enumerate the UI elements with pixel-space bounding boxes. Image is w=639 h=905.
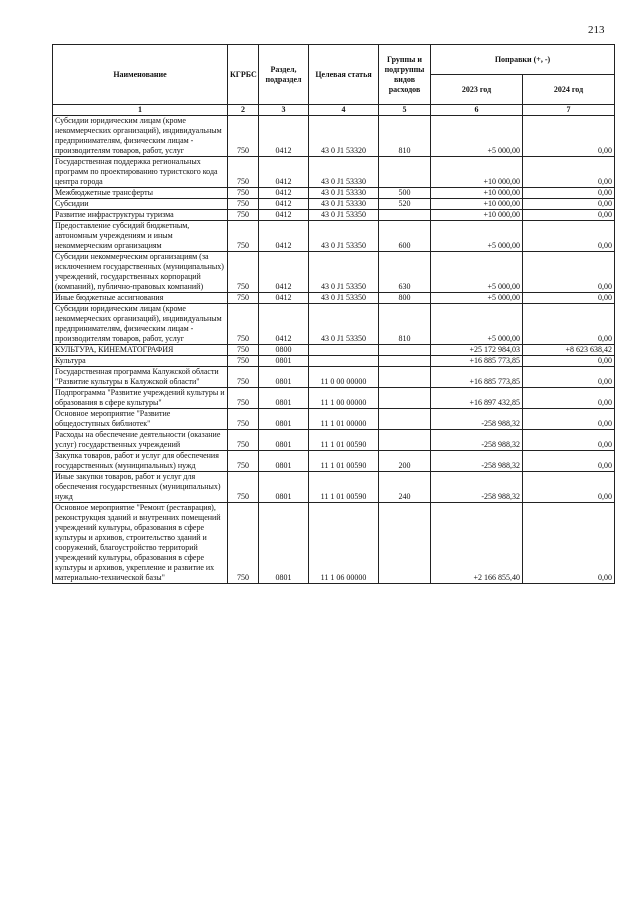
header-target: Целевая статья bbox=[309, 45, 379, 105]
cell-2024: 0,00 bbox=[523, 304, 615, 345]
table-row bbox=[53, 451, 615, 472]
cell-target: 43 0 J1 53330 bbox=[309, 188, 379, 199]
table-row bbox=[53, 430, 615, 451]
cell-group: 600 bbox=[379, 221, 431, 252]
cell-name: Иные бюджетные ассигнования bbox=[53, 293, 228, 304]
cell-target: 11 1 06 00000 bbox=[309, 503, 379, 584]
cell-2024: 0,00 bbox=[523, 210, 615, 221]
cell-section: 0412 bbox=[259, 199, 309, 210]
cell-2023: +16 897 432,85 bbox=[431, 388, 523, 409]
cell-kgrbs: 750 bbox=[228, 188, 259, 199]
column-number: 3 bbox=[259, 105, 309, 116]
cell-2024: 0,00 bbox=[523, 430, 615, 451]
table-row bbox=[53, 388, 615, 409]
cell-2023: +5 000,00 bbox=[431, 221, 523, 252]
cell-section: 0412 bbox=[259, 221, 309, 252]
header-year-2024: 2024 год bbox=[523, 75, 615, 105]
cell-kgrbs: 750 bbox=[228, 304, 259, 345]
cell-kgrbs: 750 bbox=[228, 367, 259, 388]
cell-2023: -258 988,32 bbox=[431, 409, 523, 430]
header-groups: Группы и подгруппы видов расходов bbox=[379, 45, 431, 105]
cell-2024: +8 623 638,42 bbox=[523, 345, 615, 356]
cell-2024: 0,00 bbox=[523, 188, 615, 199]
cell-name: Межбюджетные трансферты bbox=[53, 188, 228, 199]
cell-name: Основное мероприятие "Ремонт (реставрация), реконструкция зданий и внутренних помещений учреждений культуры, образования в сфере культуры и архивов, строительство зданий и сооружений, благоустройство территорий учреждений культуры, образования в сфере культуры и архивов, укрепление и развитие их материально-технической базы" bbox=[53, 503, 228, 584]
cell-2023: +25 172 984,03 bbox=[431, 345, 523, 356]
cell-kgrbs: 750 bbox=[228, 116, 259, 157]
table-row bbox=[53, 472, 615, 503]
table-row bbox=[53, 304, 615, 345]
cell-2023: -258 988,32 bbox=[431, 430, 523, 451]
cell-group: 810 bbox=[379, 116, 431, 157]
cell-name: Субсидии некоммерческим организациям (за исключением государственных (муниципальных) учреждений, государственных корпораций (компаний), публично-правовых компаний) bbox=[53, 252, 228, 293]
cell-2024: 0,00 bbox=[523, 221, 615, 252]
cell-kgrbs: 750 bbox=[228, 210, 259, 221]
cell-2023: +2 166 855,40 bbox=[431, 503, 523, 584]
header-kgrbs: КГРБС bbox=[228, 45, 259, 105]
cell-2023: +10 000,00 bbox=[431, 157, 523, 188]
cell-name: Основное мероприятие "Развитие общедоступных библиотек" bbox=[53, 409, 228, 430]
cell-section: 0801 bbox=[259, 430, 309, 451]
cell-2023: +5 000,00 bbox=[431, 293, 523, 304]
cell-section: 0412 bbox=[259, 210, 309, 221]
budget-amendments-table bbox=[52, 44, 615, 584]
cell-kgrbs: 750 bbox=[228, 356, 259, 367]
cell-2023: -258 988,32 bbox=[431, 451, 523, 472]
header-year-2023: 2023 год bbox=[431, 75, 523, 105]
cell-2023: -258 988,32 bbox=[431, 472, 523, 503]
cell-kgrbs: 750 bbox=[228, 293, 259, 304]
column-number: 4 bbox=[309, 105, 379, 116]
cell-target: 43 0 J1 53330 bbox=[309, 199, 379, 210]
cell-target: 43 0 J1 53350 bbox=[309, 210, 379, 221]
cell-group bbox=[379, 503, 431, 584]
cell-2023: +10 000,00 bbox=[431, 210, 523, 221]
cell-target: 11 1 01 00590 bbox=[309, 430, 379, 451]
column-number: 6 bbox=[431, 105, 523, 116]
cell-name: КУЛЬТУРА, КИНЕМАТОГРАФИЯ bbox=[53, 345, 228, 356]
column-number: 7 bbox=[523, 105, 615, 116]
cell-2024: 0,00 bbox=[523, 116, 615, 157]
cell-section: 0412 bbox=[259, 116, 309, 157]
cell-kgrbs: 750 bbox=[228, 451, 259, 472]
cell-kgrbs: 750 bbox=[228, 503, 259, 584]
cell-section: 0412 bbox=[259, 188, 309, 199]
cell-2023: +16 885 773,85 bbox=[431, 367, 523, 388]
cell-name: Культура bbox=[53, 356, 228, 367]
cell-group: 810 bbox=[379, 304, 431, 345]
cell-kgrbs: 750 bbox=[228, 472, 259, 503]
cell-2024: 0,00 bbox=[523, 388, 615, 409]
cell-target: 11 1 01 00000 bbox=[309, 409, 379, 430]
table-row bbox=[53, 199, 615, 210]
cell-section: 0412 bbox=[259, 157, 309, 188]
table-row bbox=[53, 210, 615, 221]
header-name: Наименование bbox=[53, 45, 228, 105]
cell-name: Субсидии юридическим лицам (кроме некоммерческих организаций), индивидуальным предпринимателям, физическим лицам - производителям товаров, работ, услуг bbox=[53, 304, 228, 345]
column-number: 5 bbox=[379, 105, 431, 116]
cell-2024: 0,00 bbox=[523, 199, 615, 210]
cell-section: 0412 bbox=[259, 304, 309, 345]
cell-name: Иные закупки товаров, работ и услуг для обеспечения государственных (муниципальных) нужд bbox=[53, 472, 228, 503]
cell-group: 200 bbox=[379, 451, 431, 472]
cell-2024: 0,00 bbox=[523, 293, 615, 304]
table-row bbox=[53, 356, 615, 367]
cell-section: 0801 bbox=[259, 388, 309, 409]
cell-2023: +16 885 773,85 bbox=[431, 356, 523, 367]
cell-group bbox=[379, 388, 431, 409]
cell-section: 0412 bbox=[259, 252, 309, 293]
cell-kgrbs: 750 bbox=[228, 409, 259, 430]
column-number: 1 bbox=[53, 105, 228, 116]
table-row bbox=[53, 293, 615, 304]
cell-group: 240 bbox=[379, 472, 431, 503]
cell-section: 0801 bbox=[259, 472, 309, 503]
cell-kgrbs: 750 bbox=[228, 221, 259, 252]
cell-2024: 0,00 bbox=[523, 252, 615, 293]
table-row bbox=[53, 157, 615, 188]
cell-section: 0801 bbox=[259, 367, 309, 388]
table-row bbox=[53, 252, 615, 293]
cell-2023: +5 000,00 bbox=[431, 116, 523, 157]
cell-group bbox=[379, 430, 431, 451]
cell-group bbox=[379, 367, 431, 388]
cell-2024: 0,00 bbox=[523, 367, 615, 388]
cell-2023: +5 000,00 bbox=[431, 252, 523, 293]
table-row bbox=[53, 409, 615, 430]
cell-kgrbs: 750 bbox=[228, 252, 259, 293]
table-row bbox=[53, 367, 615, 388]
cell-target: 11 0 00 00000 bbox=[309, 367, 379, 388]
header-amendments: Поправки (+, -) bbox=[431, 45, 615, 75]
table-body bbox=[53, 116, 615, 584]
cell-group: 800 bbox=[379, 293, 431, 304]
cell-section: 0800 bbox=[259, 345, 309, 356]
cell-target: 11 1 00 00000 bbox=[309, 388, 379, 409]
cell-name: Развитие инфраструктуры туризма bbox=[53, 210, 228, 221]
table-row bbox=[53, 116, 615, 157]
cell-2024: 0,00 bbox=[523, 503, 615, 584]
cell-group bbox=[379, 409, 431, 430]
cell-target: 43 0 J1 53320 bbox=[309, 116, 379, 157]
table-row bbox=[53, 503, 615, 584]
cell-target bbox=[309, 345, 379, 356]
cell-target: 43 0 J1 53330 bbox=[309, 157, 379, 188]
cell-target: 43 0 J1 53350 bbox=[309, 252, 379, 293]
cell-2024: 0,00 bbox=[523, 472, 615, 503]
cell-name: Расходы на обеспечение деятельности (оказание услуг) государственных учреждений bbox=[53, 430, 228, 451]
table-row bbox=[53, 188, 615, 199]
cell-group: 520 bbox=[379, 199, 431, 210]
cell-section: 0412 bbox=[259, 293, 309, 304]
cell-kgrbs: 750 bbox=[228, 157, 259, 188]
cell-name: Субсидии юридическим лицам (кроме некоммерческих организаций), индивидуальным предпринимателям, физическим лицам - производителям товаров, работ, услуг bbox=[53, 116, 228, 157]
cell-2023: +10 000,00 bbox=[431, 199, 523, 210]
cell-target bbox=[309, 356, 379, 367]
table-row bbox=[53, 221, 615, 252]
cell-kgrbs: 750 bbox=[228, 199, 259, 210]
cell-2024: 0,00 bbox=[523, 409, 615, 430]
cell-section: 0801 bbox=[259, 356, 309, 367]
page-number: 213 bbox=[588, 24, 605, 36]
cell-target: 43 0 J1 53350 bbox=[309, 293, 379, 304]
cell-2024: 0,00 bbox=[523, 157, 615, 188]
cell-target: 11 1 01 00590 bbox=[309, 472, 379, 503]
cell-group bbox=[379, 345, 431, 356]
cell-group bbox=[379, 157, 431, 188]
cell-target: 11 1 01 00590 bbox=[309, 451, 379, 472]
cell-kgrbs: 750 bbox=[228, 345, 259, 356]
cell-name: Закупка товаров, работ и услуг для обеспечения государственных (муниципальных) нужд bbox=[53, 451, 228, 472]
cell-2024: 0,00 bbox=[523, 356, 615, 367]
cell-group: 500 bbox=[379, 188, 431, 199]
cell-name: Государственная программа Калужской области "Развитие культуры в Калужской области" bbox=[53, 367, 228, 388]
cell-name: Субсидии bbox=[53, 199, 228, 210]
cell-section: 0801 bbox=[259, 503, 309, 584]
header-section: Раздел, подраздел bbox=[259, 45, 309, 105]
cell-target: 43 0 J1 53350 bbox=[309, 304, 379, 345]
cell-name: Подпрограмма "Развитие учреждений культуры и образования в сфере культуры" bbox=[53, 388, 228, 409]
cell-name: Предоставление субсидий бюджетным, автономным учреждениям и иным некоммерческим организациям bbox=[53, 221, 228, 252]
cell-group: 630 bbox=[379, 252, 431, 293]
cell-kgrbs: 750 bbox=[228, 388, 259, 409]
cell-section: 0801 bbox=[259, 451, 309, 472]
cell-group bbox=[379, 210, 431, 221]
cell-2024: 0,00 bbox=[523, 451, 615, 472]
cell-target: 43 0 J1 53350 bbox=[309, 221, 379, 252]
column-number: 2 bbox=[228, 105, 259, 116]
cell-name: Государственная поддержка региональных программ по проектированию туристского кода центра города bbox=[53, 157, 228, 188]
cell-kgrbs: 750 bbox=[228, 430, 259, 451]
table-row bbox=[53, 345, 615, 356]
cell-group bbox=[379, 356, 431, 367]
cell-2023: +5 000,00 bbox=[431, 304, 523, 345]
cell-2023: +10 000,00 bbox=[431, 188, 523, 199]
cell-section: 0801 bbox=[259, 409, 309, 430]
